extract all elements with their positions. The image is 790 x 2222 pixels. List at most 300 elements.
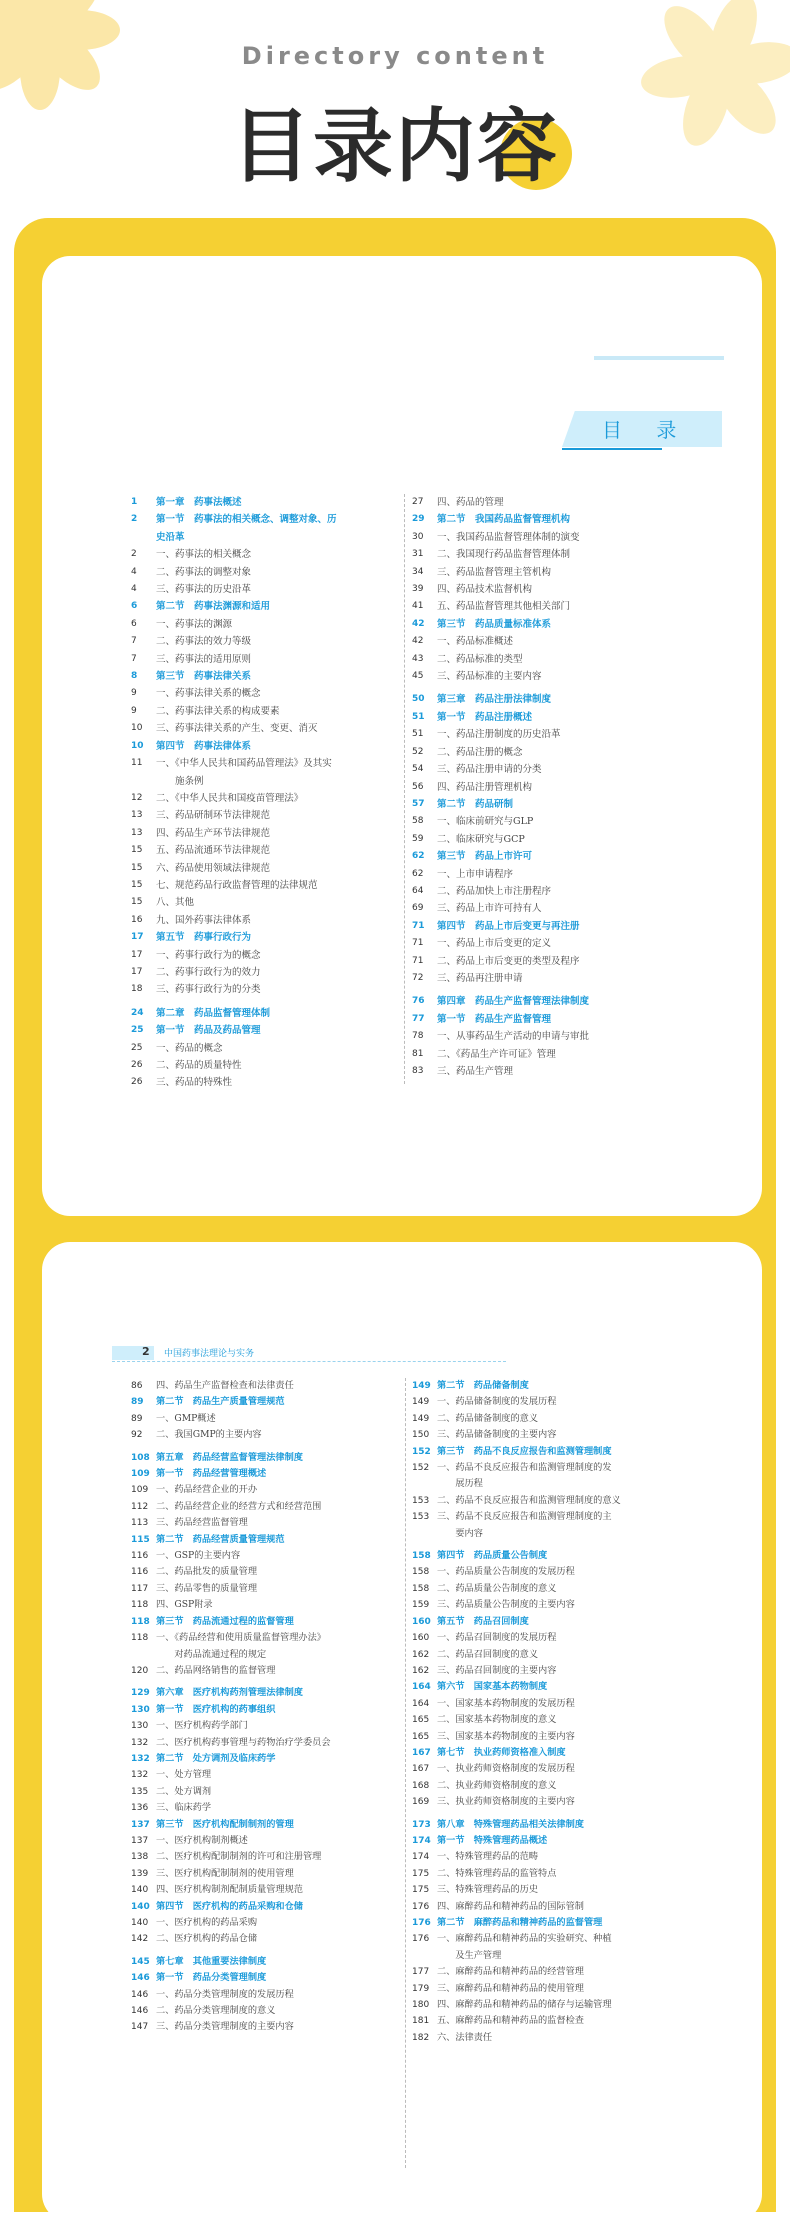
toc-entry-title: 第四节 医疗机构的药品采购和仓储 (156, 1900, 303, 1912)
toc-entry-title: 二、药品加快上市注册程序 (437, 885, 552, 897)
toc-entry-title: 二、特殊管理药品的监管特点 (437, 1867, 557, 1879)
toc-entry (412, 1028, 662, 1045)
toc-entry-title: 四、药品生产环节法律规范 (156, 827, 271, 839)
toc-entry-title: 二、药品注册的概念 (437, 746, 523, 758)
toc-entry-title: 三、药品再注册申请 (437, 972, 523, 984)
toc-entry (412, 1931, 672, 1947)
toc-page-number: 136 (131, 1803, 149, 1814)
toc-entry-title: 三、药品储备制度的主要内容 (437, 1429, 557, 1441)
toc-entry (131, 1581, 403, 1597)
toc-entry-title: 一、我国药品监督管理体制的演变 (437, 531, 580, 543)
toc-page-number: 162 (412, 1665, 430, 1676)
toc-page-number: 1 (131, 497, 138, 507)
toc-page-number: 51 (412, 711, 425, 722)
toc-entry-title: 第二节 药品研制 (437, 798, 514, 810)
toc-page-number: 86 (131, 1381, 143, 1391)
toc-heading-underline (562, 448, 662, 450)
toc-page-number: 4 (131, 566, 137, 577)
toc-entry-title: 一、药品的概念 (156, 1042, 223, 1054)
toc-heading-entry (131, 511, 403, 528)
toc-entry (412, 970, 662, 987)
toc-entry-title: 第三节 医疗机构配制制剂的管理 (156, 1818, 294, 1830)
toc-page-number: 173 (412, 1819, 431, 1830)
toc-page-number: 149 (412, 1413, 430, 1424)
toc-entry-title: 二、医疗机构配制制剂的许可和注册管理 (156, 1851, 322, 1863)
toc-page-number: 181 (412, 2016, 430, 2027)
toc-entry-title: 三、药品经营监督管理 (156, 1517, 248, 1529)
toc-heading-entry (131, 1005, 403, 1022)
toc-entry-title: 第四节 药事法律体系 (156, 740, 252, 752)
toc-entry-title: 五、麻醉药品和精神药品的监督检查 (437, 2015, 584, 2027)
toc-entry-title: 二、我国GMP的主要内容 (156, 1429, 262, 1441)
toc-entry-title: 三、药品不良反应报告和监测管理制度的主 (437, 1511, 612, 1523)
toc-entry (131, 1987, 403, 2003)
toc-page-number: 7 (131, 636, 137, 647)
toc-entry-title: 对药品流通过程的规定 (156, 1648, 267, 1660)
toc-page-number: 51 (412, 729, 424, 740)
toc-heading-entry (412, 1745, 672, 1761)
toc-page-number: 132 (131, 1753, 150, 1764)
toc-entry-title: 三、药品零售的质量管理 (156, 1582, 258, 1594)
toc-entry (131, 1718, 403, 1734)
toc-entry-title: 第一节 特殊管理药品概述 (437, 1834, 548, 1846)
toc-page-number: 108 (131, 1452, 150, 1463)
toc-entry (131, 773, 403, 790)
toc-heading-entry (131, 1702, 403, 1718)
toc-entry-title: 第二节 药品储备制度 (437, 1380, 529, 1391)
toc-page-number: 118 (131, 1616, 150, 1627)
toc-entry (131, 546, 403, 563)
toc-entry (412, 1761, 672, 1777)
toc-entry (412, 529, 662, 546)
toc-heading: 目 录 (602, 418, 691, 442)
toc-entry (131, 1040, 403, 1057)
toc-entry-title: 一、上市申请程序 (437, 868, 514, 880)
toc-entry (131, 1548, 403, 1564)
toc-entry (131, 1915, 403, 1931)
toc-entry (131, 877, 403, 894)
toc-entry-title: 一、GSP的主要内容 (156, 1550, 241, 1562)
toc-entry-title: 四、药品的管理 (437, 497, 504, 508)
toc-entry (131, 947, 403, 964)
yellow-frame (14, 218, 776, 2212)
toc-page-number: 54 (412, 764, 424, 775)
toc-entry (131, 1931, 403, 1947)
toc-page-number: 169 (412, 1797, 430, 1808)
toc-entry-title: 第五节 药品召回制度 (437, 1615, 529, 1627)
toc-heading-entry (131, 1970, 403, 1986)
toc-entry-title: 二、药品上市后变更的类型及程序 (437, 955, 580, 967)
toc-entry-title: 二、医疗机构药事管理与药物治疗学委员会 (156, 1736, 331, 1748)
header-rule (112, 1361, 506, 1363)
toc-entry (412, 779, 662, 796)
toc-entry (412, 1427, 672, 1443)
toc-page-number: 76 (412, 996, 425, 1007)
toc-page-number: 182 (412, 2032, 430, 2043)
toc-heading-entry (412, 1817, 672, 1833)
toc-heading-entry (131, 1450, 403, 1466)
toc-page-number: 13 (131, 827, 143, 838)
toc-entry (412, 935, 662, 952)
toc-entry-title: 第一节 药品分类管理制度 (156, 1972, 267, 1984)
toc-entry-title: 第七章 其他重要法律制度 (156, 1955, 267, 1967)
toc-page-number: 118 (131, 1633, 149, 1644)
toc-entry-title: 二、药事法律关系的构成要素 (156, 705, 280, 717)
toc-page-number: 42 (412, 618, 425, 629)
toc-entry-title: 一、药品质量公告制度的发展历程 (437, 1566, 575, 1578)
toc-page-number: 109 (131, 1485, 149, 1496)
toc-page-number: 132 (131, 1737, 149, 1748)
toc-page-number: 120 (131, 1665, 149, 1676)
toc-heading-entry (131, 1685, 403, 1701)
toc-entry (412, 546, 662, 563)
toc-page-number: 81 (412, 1048, 424, 1059)
toc-entry-title: 第一章 药事法概述 (156, 497, 242, 508)
toc-left-column (131, 494, 403, 1092)
toc-page-number: 160 (412, 1633, 430, 1644)
toc-page-number: 158 (412, 1551, 431, 1562)
toc-entry-title: 第六章 医疗机构药剂管理法律制度 (156, 1687, 303, 1699)
toc-heading-entry (412, 1444, 672, 1460)
toc-entry-title: 第一节 药品经营管理概述 (156, 1468, 267, 1480)
toc-page-number (131, 773, 156, 790)
toc-entry (131, 1630, 403, 1646)
toc-entry (412, 1046, 662, 1063)
toc-entry-title: 七、规范药品行政监督管理的法律规范 (156, 879, 318, 891)
toc-entry (412, 668, 662, 685)
toc-entry-title: 第三节 药品不良反应报告和监测管理制度 (437, 1445, 612, 1457)
toc-entry (412, 1663, 672, 1679)
toc-page-1 (42, 256, 762, 1216)
toc-page-number: 167 (412, 1764, 430, 1775)
toc-entry-title: 八、其他 (156, 897, 195, 909)
toc-entry-title: 三、药品标准的主要内容 (437, 671, 542, 683)
toc-entry (131, 1833, 403, 1849)
toc-entry-title: 二、药事法的调整对象 (156, 566, 252, 578)
toc-entry (412, 1729, 672, 1745)
toc-entry (412, 1997, 672, 2013)
toc-entry-title: 一、麻醉药品和精神药品的实验研究、种植 (437, 1933, 612, 1945)
toc-heading-entry (131, 1817, 403, 1833)
toc-entry-title: 一、处方管理 (156, 1769, 212, 1781)
toc-page-number: 150 (412, 1430, 430, 1441)
toc-entry-title: 第二节 药品经营质量管理规范 (156, 1533, 285, 1545)
toc-entry-title: 第一节 药品生产监督管理 (437, 1013, 552, 1025)
toc-page-number: 31 (412, 549, 424, 560)
toc-page-number: 168 (412, 1780, 430, 1791)
toc-page-number: 147 (131, 2022, 149, 2033)
toc-page-number: 130 (131, 1721, 149, 1732)
toc-page-number: 164 (412, 1698, 430, 1709)
toc-entry (131, 790, 403, 807)
toc-page-number: 137 (131, 1819, 150, 1830)
toc-entry (131, 860, 403, 877)
toc-entry-title: 第三章 药品注册法律制度 (437, 694, 552, 706)
toc-page-number: 77 (412, 1013, 425, 1024)
toc-entry-title: 三、特殊管理药品的历史 (437, 1884, 539, 1896)
toc-entry-title: 四、GSP附录 (156, 1599, 213, 1611)
toc-entry (131, 807, 403, 824)
toc-entry (412, 1564, 672, 1580)
toc-page-number: 176 (412, 1934, 430, 1945)
toc-page-number: 116 (131, 1567, 149, 1578)
toc-entry-title: 二、执业药师资格制度的意义 (437, 1779, 557, 1791)
toc-page-number: 89 (131, 1413, 143, 1424)
toc-page-number: 30 (412, 531, 424, 542)
toc-entry (412, 1063, 662, 1080)
toc-entry-title: 第五章 药品经营监督管理法律制度 (156, 1451, 303, 1463)
toc-entry-title: 一、医疗机构药学部门 (156, 1720, 248, 1732)
toc-entry-title: 二、药品召回制度的意义 (437, 1648, 539, 1660)
toc-entry-title: 二、药品质量公告制度的意义 (437, 1582, 557, 1594)
toc-heading-entry (412, 1679, 672, 1695)
toc-page-number: 15 (131, 845, 143, 856)
toc-heading-entry (412, 796, 662, 813)
toc-page-number: 6 (131, 601, 138, 612)
toc-entry-title: 第三节 药品上市许可 (437, 851, 533, 863)
toc-entry (131, 616, 403, 633)
toc-entry-title: 第二节 麻醉药品和精神药品的监督管理 (437, 1917, 603, 1928)
toc-page-number: 24 (131, 1007, 144, 1018)
toc-entry (412, 1882, 672, 1898)
toc-entry-title: 三、药品生产管理 (437, 1066, 514, 1077)
toc-right-column (412, 494, 662, 1080)
toc-entry (131, 842, 403, 859)
toc-entry-title: 第四节 药品上市后变更与再注册 (437, 920, 580, 932)
toc-entry (412, 1696, 672, 1712)
toc-entry (131, 1597, 403, 1613)
toc-page-number (412, 1476, 437, 1492)
toc-entry-title: 第一节 医疗机构的药事组织 (156, 1703, 276, 1715)
toc-entry-title: 四、医疗机构制剂配制质量管理规范 (156, 1884, 303, 1896)
toc-page-number: 158 (412, 1567, 430, 1578)
toc-page-number: 92 (131, 1430, 143, 1441)
hero-header (0, 0, 790, 215)
toc-entry-title: 二、药品分类管理制度的意义 (156, 2005, 276, 2017)
toc-page-number: 116 (131, 1551, 149, 1562)
toc-entry-title: 二、药品的质量特性 (156, 1060, 242, 1071)
toc-entry (131, 1427, 403, 1443)
toc-entry (412, 1849, 672, 1865)
toc-page-number: 78 (412, 1031, 424, 1042)
toc-entry-title: 六、药品使用领域法律规范 (156, 862, 271, 874)
toc-entry (412, 2013, 672, 2029)
toc-heading-entry (412, 691, 662, 708)
toc-entry (131, 912, 403, 929)
toc-heading-entry (131, 1751, 403, 1767)
decor-bar (594, 356, 724, 360)
toc-page-number: 175 (412, 1868, 430, 1879)
toc-entry (412, 1509, 672, 1525)
toc-page-number: 62 (412, 851, 425, 862)
toc-page-number: 130 (131, 1704, 150, 1715)
toc-entry-title: 一、特殊管理药品的范畴 (437, 1851, 539, 1863)
toc-page-number: 27 (412, 497, 424, 507)
toc-page-number: 139 (131, 1868, 149, 1879)
toc-entry (412, 1526, 672, 1542)
toc-heading-entry (131, 1466, 403, 1482)
toc-page-number: 9 (131, 688, 137, 699)
toc-page-number: 89 (131, 1397, 144, 1408)
english-title: Directory content (241, 42, 549, 70)
toc-entry (412, 1460, 672, 1476)
toc-heading-entry (131, 1899, 403, 1915)
toc-entry (131, 1074, 403, 1091)
toc-page-number: 142 (131, 1934, 149, 1945)
toc-entry-title: 第二节 处方调剂及临床药学 (156, 1752, 276, 1764)
toc-page-number: 45 (412, 671, 424, 682)
toc-page-number: 39 (412, 584, 424, 595)
toc-entry-title: 一、药事法的相关概念 (156, 549, 252, 561)
toc-entry-title: 六、法律责任 (437, 2031, 493, 2043)
toc-heading-entry (131, 738, 403, 755)
toc-entry-title: 一、药事行政行为的概念 (156, 949, 261, 961)
toc-entry (131, 755, 403, 772)
toc-entry-title: 展历程 (437, 1478, 483, 1490)
toc-entry-title: 三、药事行政行为的分类 (156, 984, 261, 996)
toc-entry-title: 二、药品标准的类型 (437, 653, 523, 665)
toc-entry-title: 四、药品技术监督机构 (437, 584, 533, 596)
toc-entry-title: 二、处方调剂 (156, 1785, 212, 1797)
toc-entry (412, 1597, 672, 1613)
toc-heading-entry (412, 848, 662, 865)
toc-entry (131, 633, 403, 650)
toc-entry-title: 第三节 药事法律关系 (156, 671, 252, 683)
toc-entry-title: 二、药品储备制度的意义 (437, 1412, 539, 1424)
toc-page-number: 117 (131, 1583, 149, 1594)
toc-entry-title: 二、药品批发的质量管理 (156, 1566, 258, 1578)
toc-entry-title: 三、药品召回制度的主要内容 (437, 1664, 557, 1676)
toc-entry-title: 一、《中华人民共和国药品管理法》及其实 (156, 758, 332, 770)
running-header (112, 1346, 512, 1360)
toc-entry (412, 1899, 672, 1915)
toc-page-number: 71 (412, 920, 425, 931)
toc-page-number: 160 (412, 1616, 431, 1627)
toc-entry-title: 一、药品标准概述 (437, 636, 514, 648)
toc-entry (131, 825, 403, 842)
toc-page-number: 177 (412, 1967, 430, 1978)
toc-entry-title: 二、我国现行药品监督管理体制 (437, 549, 571, 561)
toc-entry-title: 一、药品不良反应报告和监测管理制度的发 (437, 1462, 612, 1474)
toc-entry (412, 953, 662, 970)
toc-entry-title: 一、医疗机构的药品采购 (156, 1917, 258, 1928)
toc-entry (412, 651, 662, 668)
toc-page-number: 17 (131, 949, 143, 960)
toc-entry-title: 三、药品分类管理制度的主要内容 (156, 2021, 294, 2033)
toc-page-number: 71 (412, 955, 424, 966)
toc-page-number: 41 (412, 601, 424, 612)
toc-page-number: 26 (131, 1077, 143, 1088)
toc-entry-title: 四、麻醉药品和精神药品的储存与运输管理 (437, 1999, 612, 2011)
toc-page-number: 2 (131, 514, 138, 525)
toc-page-number: 149 (412, 1381, 431, 1391)
toc-entry-title: 一、药品分类管理制度的发展历程 (156, 1988, 294, 2000)
toc-entry (412, 1981, 672, 1997)
toc-entry (412, 900, 662, 917)
toc-page-number: 42 (412, 636, 424, 647)
toc-page-number: 26 (131, 1060, 143, 1070)
toc-entry-title: 一、药品注册制度的历史沿革 (437, 729, 561, 741)
toc-entry-title: 第一节 药品注册概述 (437, 711, 533, 723)
toc-page-number: 162 (412, 1649, 430, 1660)
toc-entry (131, 1378, 403, 1394)
toc-entry-title: 施条例 (156, 775, 204, 787)
toc-page-number: 29 (412, 514, 425, 525)
toc-heading-entry (412, 1614, 672, 1630)
toc-heading-entry (412, 993, 662, 1010)
toc-heading-entry (412, 1915, 672, 1931)
toc-entry (131, 981, 403, 998)
toc-entry (412, 1476, 672, 1492)
toc-entry-title: 五、药品流通环节法律规范 (156, 845, 271, 857)
toc-page-number: 17 (131, 966, 143, 977)
toc-entry (412, 633, 662, 650)
toc-heading-entry (131, 598, 403, 615)
toc-page-number: 115 (131, 1534, 150, 1545)
toc-entry-title: 一、临床前研究与GLP (437, 816, 534, 828)
toc-entry-title: 一、药品召回制度的发展历程 (437, 1632, 557, 1644)
toc-entry (131, 1057, 403, 1074)
toc-entry (412, 1712, 672, 1728)
toc-entry (412, 1964, 672, 1980)
toc-heading-entry (131, 1954, 403, 1970)
toc-entry (131, 1482, 403, 1498)
toc-page-number: 50 (412, 694, 425, 705)
toc-entry (131, 564, 403, 581)
toc-entry-title: 四、麻醉药品和精神药品的国际管制 (437, 1900, 584, 1912)
toc-page-number: 129 (131, 1688, 150, 1699)
toc-entry-title: 二、《中华人民共和国疫苗管理法》 (156, 792, 304, 804)
toc-page-number: 43 (412, 653, 424, 664)
toc-page-2 (42, 1242, 762, 2222)
toc-entry-title: 一、药品储备制度的发展历程 (437, 1396, 557, 1408)
toc-heading-entry (131, 494, 403, 511)
toc-entry-title: 二、药事法的效力等级 (156, 636, 252, 648)
toc-page-number: 56 (412, 781, 424, 792)
toc-page-number: 152 (412, 1463, 430, 1474)
toc-page-number: 18 (131, 984, 143, 995)
toc-entry (131, 1866, 403, 1882)
toc-entry-title: 三、药事法的适用原则 (156, 653, 252, 665)
toc-page-number: 175 (412, 1885, 430, 1896)
toc-entry-title: 第二章 药品监督管理体制 (156, 1007, 271, 1019)
toc-entry (412, 1581, 672, 1597)
toc-heading-entry (131, 1394, 403, 1410)
toc-page-number: 52 (412, 746, 424, 757)
toc-heading-entry (412, 511, 662, 528)
running-title: 中国药事法理论与实务 (164, 1349, 255, 1359)
toc-entry-title: 二、药品网络销售的监督管理 (156, 1664, 276, 1676)
toc-entry (412, 761, 662, 778)
toc-page-number: 165 (412, 1731, 430, 1742)
toc-entry (412, 1394, 672, 1410)
toc-heading-entry (412, 1833, 672, 1849)
toc-entry-title: 第二节 我国药品监督管理机构 (437, 514, 571, 526)
toc-entry-title: 三、药品研制环节法律规范 (156, 810, 271, 822)
toc-entry-title: 二、临床研究与GCP (437, 833, 525, 845)
toc-entry (131, 1784, 403, 1800)
toc-page-number: 11 (131, 758, 143, 769)
toc-entry (131, 720, 403, 737)
toc-entry-title: 一、从事药品生产活动的申请与审批 (437, 1031, 590, 1043)
toc-page-number: 15 (131, 897, 143, 908)
toc-entry (412, 2030, 672, 2046)
toc-page-number: 8 (131, 671, 138, 682)
toc-page-number: 176 (412, 1901, 430, 1912)
toc-entry (412, 726, 662, 743)
toc-entry (131, 1735, 403, 1751)
toc-heading-entry (412, 1548, 672, 1564)
